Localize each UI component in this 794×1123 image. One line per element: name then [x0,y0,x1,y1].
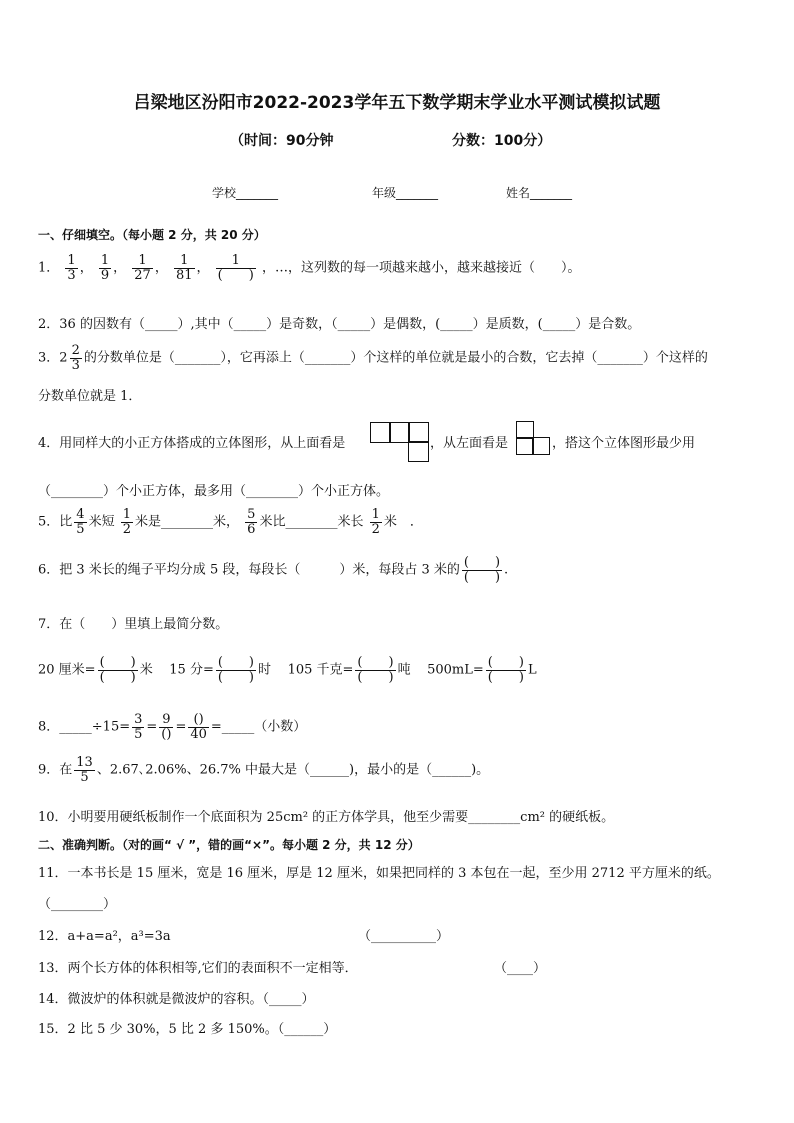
top-view-square-icon [408,441,429,462]
q8-fraction-3[interactable]: $\frac{()}{40}$ [190,712,207,742]
q6-fraction: $\frac{( )}{( )}$ [463,555,501,585]
q1-fraction-5: $\frac{1}{( )}$ [217,253,254,283]
question-1: 1． $\frac{1}{3}$ ， $\frac{1}{9}$ ， $\frac{1}{27}$ ， $\frac{1}{81}$ ， $\frac{1}{( )}$ ，…，这列数的每一项越来越小，越来越接近（ ）。 [38,253,581,283]
question-13-answer[interactable]: （____） [494,961,547,976]
top-view-square-icon [370,422,391,443]
q8-fraction-2[interactable]: $\frac{9}{()}$ [161,712,172,742]
school-field[interactable]: 学校_______ [212,186,279,200]
question-4-text-2: ，从左面看是 [430,436,509,451]
section-2-title: 二、准确判断。（对的画“ √ ”，错的画“×”。每小题 2 分，共 12 分） [38,838,420,852]
exam-time: （时间：90分钟 [230,133,334,149]
q1-number: 1． [38,260,60,276]
question-15: 15．2 比 5 少 30%，5 比 2 多 150%。（______） [38,1022,337,1037]
question-11: 11．一本书长是 15 厘米，宽是 16 厘米，厚是 12 厘米，如果把同样的 3 本包在一起，至少用 2712 平方厘米的纸。 [38,866,720,881]
q1-fraction-4: $\frac{1}{81}$ [175,253,193,283]
q5-fraction-c: $\frac{5}{6}$ [247,507,256,537]
question-7-items: 20 厘米= $\frac{( )}{( )}$ 米 15 分= $\frac{( )}{( )}$ 时 105 千克= $\frac{( )}{( )}$ 吨 500mL= $\frac{( )}{( )}$ L [38,655,537,685]
q1-fraction-3: $\frac{1}{27}$ [134,253,151,283]
question-2: 2．36 的因数有（_____）,其中（_____）是奇数，（_____）是偶数，(_____）是质数，(_____）是合数。 [38,317,641,332]
question-4-text-3: ，搭这个立体图形最少用 [552,436,696,451]
exam-score: 分数：100分） [452,133,552,149]
question-12-answer[interactable]: （__________） [358,929,450,944]
question-4-line-2: （________）个小正方体，最多用（________）个小正方体。 [38,484,390,499]
top-view-square-icon [408,422,429,443]
q1-fraction-1: $\frac{1}{3}$ [67,253,76,283]
q7-fraction-c[interactable]: $\frac{( )}{( )}$ [357,655,394,685]
page-title: 吕梁地区汾阳市2022-2023学年五下数学期末学业水平测试模拟试题 [133,93,661,113]
question-7: 7．在（ ）里填上最简分数。 [38,617,229,632]
q5-fraction-a: $\frac{4}{5}$ [76,507,85,537]
q7-fraction-a[interactable]: $\frac{( )}{( )}$ [99,655,136,685]
question-13: 13．两个长方体的体积相等,它们的表面积不一定相等． [38,961,358,976]
section-1-title: 一、仔细填空。（每小题 2 分，共 20 分） [38,228,266,242]
name-field[interactable]: 姓名_______ [506,186,573,200]
q3-text: 的分数单位是（_______），它再添上（_______）个这样的单位就是最小的合数，它去掉（_______）个这样的 [83,350,708,366]
question-5: 5．比 $\frac{4}{5}$ 米短 $\frac{1}{2}$ 米是________米， $\frac{5}{6}$ 米比________米长 $\frac{1}{2}$ 米 ． [38,507,423,537]
question-4-text-1: 4．用同样大的小正方体搭成的立体图形，从上面看是 [38,436,346,451]
q9-fraction: $\frac{13}{5}$ [76,755,93,785]
q3-fraction: $\frac{2}{3}$ [71,343,80,373]
question-3: 3．2 $\frac{2}{3}$ 的分数单位是（_______），它再添上（_______）个这样的单位就是最小的合数，它去掉（_______）个这样的 [38,343,708,373]
q8-fraction-1: $\frac{3}{5}$ [134,712,143,742]
question-12: 12．a+a=a²，a³=3a [38,929,171,944]
question-6: 6．把 3 米长的绳子平均分成 5 段，每段长（ ）米，每段占 3 米的 $\frac{( )}{( )}$ . [38,555,509,585]
q7-fraction-d[interactable]: $\frac{( )}{( )}$ [487,655,524,685]
q7-fraction-b[interactable]: $\frac{( )}{( )}$ [217,655,255,685]
question-10: 10．小明要用硬纸板制作一个底面积为 25cm² 的正方体学具，他至少需要________cm² 的硬纸板。 [38,810,615,825]
q5-fraction-b: $\frac{1}{2}$ [122,507,131,537]
question-8: 8．_____÷15= $\frac{3}{5}$ = $\frac{9}{()}$ = $\frac{()}{40}$ =_____（小数） [38,712,307,742]
question-11-answer[interactable]: （________） [38,897,117,912]
q1-text: ，…，这列数的每一项越来越小，越来越接近（ ）。 [261,260,581,276]
question-14: 14．微波炉的体积就是微波炉的容积。（_____） [38,992,315,1007]
q3-mixed-whole: 2 [59,350,68,366]
grade-field[interactable]: 年级_______ [372,186,439,200]
top-view-square-icon [389,422,410,443]
question-9: 9．在 $\frac{13}{5}$ 、2.67､2.06%、26.7% 中最大是（______)，最小的是（______)。 [38,755,490,785]
left-view-square-icon [532,437,550,455]
q5-fraction-d: $\frac{1}{2}$ [371,507,380,537]
q1-fraction-2: $\frac{1}{9}$ [100,253,110,283]
question-3-line-2: 分数单位就是 1． [38,389,142,404]
